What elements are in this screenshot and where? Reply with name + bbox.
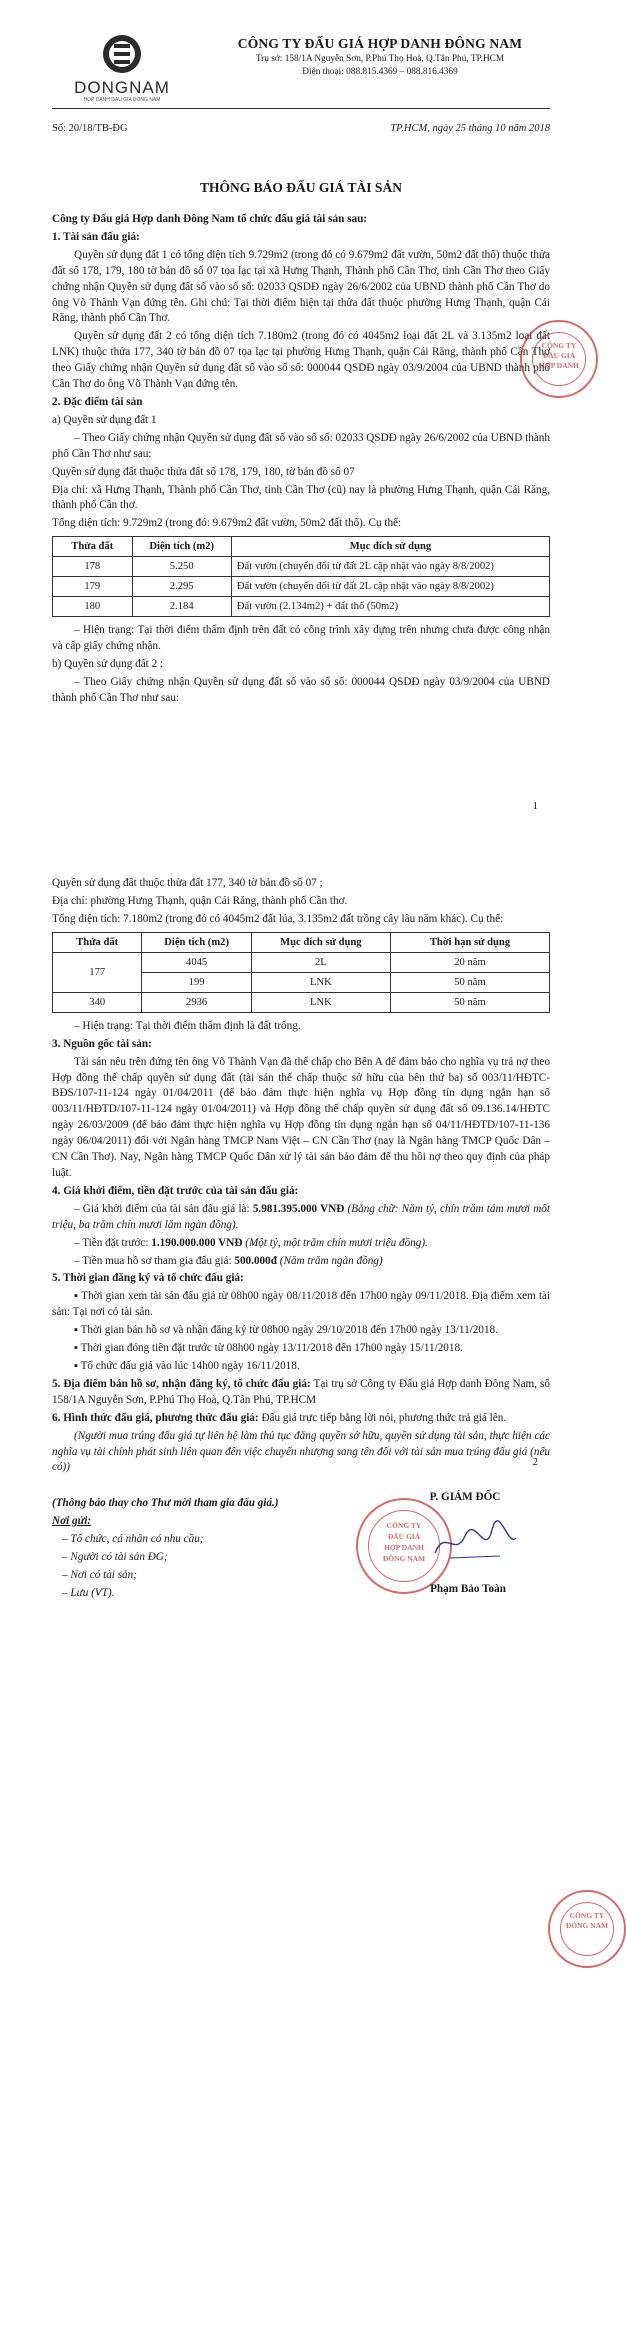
table-header-row bbox=[53, 537, 550, 557]
venue-text: Tại trụ sở Công ty Đấu giá Hợp danh Đông Nam, số 158/1A Nguyễn Sơn, P.Phú Thọ Hoà, Q.Tân Phú, TP.HCM bbox=[52, 1377, 551, 1406]
recipient-item: – Tổ chức, cá nhân có nhu cầu; bbox=[62, 1532, 204, 1545]
column-header: Diện tích (m2) bbox=[132, 537, 231, 557]
land-2-table bbox=[52, 932, 550, 1013]
column-header: Mục đích sử dụng bbox=[251, 932, 390, 952]
table-cell: 20 năm bbox=[390, 952, 549, 972]
starting-price-value: 5.981.395.000 VNĐ bbox=[252, 1202, 345, 1215]
table-cell: Đất vườn (2.134m2) + đất thổ (50m2) bbox=[231, 597, 549, 617]
closing-note: (Thông báo thay cho Thư mời tham gia đấu giá.) bbox=[52, 1497, 279, 1509]
table-row bbox=[53, 577, 550, 597]
logo-text: DONGNAM bbox=[74, 78, 170, 97]
seal-text: HỢP DANH bbox=[539, 361, 579, 370]
land-2-address: Địa chỉ: phường Hưng Thạnh, quận Cái Răng, thành phố Cần thơ. bbox=[52, 894, 348, 907]
table-header-row bbox=[53, 932, 550, 952]
table-cell: 177 bbox=[53, 952, 142, 992]
company-seal bbox=[548, 1890, 626, 1968]
section-6-heading: 5. Địa điểm bán hồ sơ, nhận đăng ký, tổ chức đấu giá: bbox=[52, 1377, 311, 1390]
fee-words: (Năm trăm ngàn đồng) bbox=[276, 1254, 383, 1267]
document-title: THÔNG BÁO ĐẤU GIÁ TÀI SẢN bbox=[200, 180, 402, 195]
section-2-heading: 2. Đặc điểm tài sản bbox=[52, 395, 143, 408]
section-7-heading: 6. Hình thức đấu giá, phương thức đấu giá: bbox=[52, 1411, 259, 1424]
column-header: Thửa đất bbox=[53, 537, 133, 557]
page-number: 2 bbox=[532, 1457, 538, 1468]
table-cell: 50 năm bbox=[390, 972, 549, 992]
seal-text: ĐÔNG NAM bbox=[565, 1921, 609, 1930]
fee-value: 500.000đ bbox=[234, 1254, 277, 1267]
company-header bbox=[210, 34, 550, 80]
seal-text: ĐẤU GIÁ bbox=[542, 351, 576, 360]
land-1-area: Tổng diện tích: 9.729m2 (trong đó: 9.679m2 đất vườn, 50m2 đất thổ). Cụ thể: bbox=[52, 517, 402, 530]
deposit-line bbox=[52, 1236, 550, 1252]
seal-text: ĐẤU GIÁ bbox=[387, 1532, 421, 1541]
deposit-value: 1.190.000.000 VNĐ bbox=[151, 1236, 243, 1249]
recipient-item: – Lưu (VT). bbox=[62, 1586, 115, 1599]
buyer-note: (Người mua trúng đấu giá tự liên hệ làm thủ tục đăng quyền sở hữu, quyền sử dụng tài sản, thực hiện các nghĩa vụ tài chính phát sinh liên quan đến việc chuyển nhượng sang tên đối với tài sản mua trúng đấu giá (nếu có)) bbox=[52, 1429, 550, 1474]
page-3 bbox=[0, 1490, 609, 2350]
table-row bbox=[53, 992, 550, 1012]
column-header: Thời hạn sử dụng bbox=[390, 932, 549, 952]
method-line bbox=[52, 1411, 550, 1427]
asset-origin-text: Tài sản nêu trên đứng tên ông Võ Thành Vạn đã thế chấp cho Bên A để đảm bảo cho nghĩa vụ trả nợ theo Hợp đồng thế chấp quyền sử dụng đất (tài sản thế chấp thuộc sở hữu của bên thứ ba) số 003/11/HĐTC-BĐS/107-11-124 ngày 01/04/2011 (để bảo đảm thực hiện nghĩa vụ Hợp đồng tín dụng ngắn hạn số 003/11/HĐTD/107-11-124 ngày 01/04/2011) và Hợp đồng thế chấp quyền sử dụng đất số 09.136.14/HĐTC ngày 26/03/2009 (để bảo đảm thực hiện nghĩa vụ Hợp đồng tín dụng ngắn hạn số 04/11/HĐTD/107-11-136 ngày 06/04/2011) đối với Ngân hàng TMCP Nam Việt – CN Cần Thơ (nay là Ngân hàng TMCP Quốc Dân – CN Cần Thơ). Nay, Ngân hàng TMCP Quốc Dân xử lý tài sản bảo đảm để thu hồi nợ theo quy định của pháp luật. bbox=[52, 1055, 550, 1179]
seal-text: HỢP DANH bbox=[384, 1543, 424, 1552]
land-1-parcels: Quyền sử dụng đất thuộc thửa đất số 178, 179, 180, tờ bản đồ số 07 bbox=[52, 465, 355, 478]
table-cell: Đất vườn (chuyển đổi từ đất 2L cập nhật vào ngày 8/8/2002) bbox=[231, 577, 549, 597]
deposit-words: (Một tỷ, một trăm chín mươi triệu đồng). bbox=[242, 1236, 428, 1249]
signer-title: P. GIÁM ĐỐC bbox=[429, 1491, 501, 1503]
column-header: Diện tích (m2) bbox=[142, 932, 251, 952]
page-number: 1 bbox=[532, 801, 538, 812]
land-2-certificate: – Theo Giấy chứng nhận Quyền sử dụng đất số vào sổ số: 000044 QSDĐ ngày 03/9/2004 của UBND thành phố Cần Thơ như sau: bbox=[52, 676, 550, 704]
deposit-label: – Tiền đặt trước: bbox=[74, 1236, 152, 1249]
column-header: Mục đích sử dụng bbox=[231, 537, 549, 557]
table-cell: 2.295 bbox=[132, 577, 231, 597]
schedule-item: ▪ Thời gian bán hồ sơ và nhận đăng ký từ 08h00 ngày 29/10/2018 đến 17h00 ngày 13/11/2018. bbox=[74, 1324, 498, 1337]
seal-text: CÔNG TY bbox=[569, 1911, 605, 1920]
page-1 bbox=[0, 0, 600, 840]
company-address: Trụ sở: 158/1A Nguyễn Sơn, P.Phú Thọ Hoà, Q.Tân Phú, TP.HCM bbox=[255, 54, 505, 65]
table-cell: Đất vườn (chuyển đổi từ đất 2L cập nhật vào ngày 8/8/2002) bbox=[231, 557, 549, 577]
recipient-item: – Người có tài sản ĐG; bbox=[62, 1550, 168, 1563]
company-logo bbox=[52, 30, 192, 110]
venue-line bbox=[52, 1377, 550, 1409]
land-1-address: Địa chỉ: xã Hưng Thạnh, Thành phố Cần Thơ, tỉnh Cần Thơ (cũ) nay là phường Hưng Thạnh, quận Cái Răng, thành phố Cần thơ. bbox=[52, 483, 550, 512]
table-row bbox=[53, 557, 550, 577]
schedule-item: ▪ Thời gian đóng tiền đặt trước từ 08h00 ngày 13/11/2018 đến 17h00 ngày 15/11/2018. bbox=[74, 1342, 463, 1355]
seal-text: CÔNG TY bbox=[541, 341, 577, 350]
starting-price-label: – Giá khởi điểm của tài sản đấu giá là: bbox=[74, 1202, 253, 1215]
table-cell: 2936 bbox=[142, 992, 251, 1012]
land-1-table bbox=[52, 536, 550, 617]
land-1-description: Quyền sử dụng đất 1 có tổng diện tích 9.729m2 (trong đó có 9.679m2 đất vườn, 50m2 đất thổ) thuộc thửa đất số 178, 179, 180 tờ bản đồ số 07 tọa lạc tại xã Hưng Thạnh, Thành phố Cần Thơ, tỉnh Cần Thơ theo Giấy chứng nhận Quyền sử dụng đất số vào sổ số: 02033 QSDĐ ngày 26/6/2002 của UBND thành phố Cần Thơ do ông Võ Thành Vạn đứng tên. Ghi chú: Tại thời điểm hiện tại thửa đất thuộc phường Hưng Thạnh, quận Cái Răng, thành phố Cần Thơ. bbox=[52, 248, 550, 325]
table-cell: 4045 bbox=[142, 952, 251, 972]
column-header: Thửa đất bbox=[53, 932, 142, 952]
land-2-parcels: Quyền sử dụng đất thuộc thửa đất 177, 340 tờ bản đồ số 07 ; bbox=[52, 877, 323, 889]
document-date: TP.HCM, ngày 25 tháng 10 năm 2018 bbox=[390, 123, 550, 134]
schedule-item: ▪ Tổ chức đấu giá vào lúc 14h00 ngày 16/11/2018. bbox=[74, 1359, 300, 1372]
land-2-area: Tổng diện tích: 7.180m2 (trong đó có 4045m2 đất lúa, 3.135m2 đất trồng cây lâu năm khác). Cụ thể: bbox=[52, 912, 504, 925]
page-separator bbox=[0, 843, 600, 857]
starting-price-words: (Bằng chữ: Năm tỷ, chín trăm tám mươi mốt triệu, ba trăm chín mươi lăm ngàn đồng). bbox=[52, 1202, 551, 1231]
page2-body bbox=[52, 876, 550, 1478]
handwritten-signature-icon bbox=[430, 1518, 520, 1568]
section-1-heading: 1. Tài sản đấu giá: bbox=[52, 230, 140, 243]
table-row bbox=[53, 597, 550, 617]
logo-subtext: HOP DANH DAU GIA DONG NAM bbox=[83, 97, 161, 103]
table-cell: 178 bbox=[53, 557, 133, 577]
recipients-label: Nơi gửi: bbox=[52, 1514, 92, 1527]
land-1-status: – Hiện trạng: Tại thời điểm thẩm định trên đất có công trình xây dựng trên nhưng chưa được công nhận và cấp giấy chứng nhận. bbox=[52, 624, 550, 653]
recipient-item: – Nơi có tài sản; bbox=[62, 1568, 137, 1581]
section-2b-heading: b) Quyền sử dụng đất 2 : bbox=[52, 658, 164, 671]
table-cell: 199 bbox=[142, 972, 251, 992]
header-divider bbox=[52, 108, 550, 109]
table-cell: 2L bbox=[251, 952, 390, 972]
table-cell: 180 bbox=[53, 597, 133, 617]
table-cell: 2.184 bbox=[132, 597, 231, 617]
section-2a-heading: a) Quyền sử dụng đất 1 bbox=[52, 413, 157, 426]
fee-line bbox=[52, 1254, 550, 1270]
method-text: Đấu giá trực tiếp bằng lời nói, phương thức trả giá lên. bbox=[258, 1411, 507, 1424]
table-cell: 5.250 bbox=[132, 557, 231, 577]
company-name: CÔNG TY ĐẤU GIÁ HỢP DANH ĐÔNG NAM bbox=[237, 36, 523, 51]
table-cell: 179 bbox=[53, 577, 133, 597]
company-seal bbox=[520, 320, 598, 398]
signer-name: Phạm Bảo Toàn bbox=[430, 1583, 506, 1595]
table-cell: LNK bbox=[251, 972, 390, 992]
table-cell: 50 năm bbox=[390, 992, 549, 1012]
fee-label: – Tiền mua hồ sơ tham gia đấu giá: bbox=[74, 1254, 235, 1267]
section-5-heading: 5. Thời gian đăng ký và tổ chức đấu giá: bbox=[52, 1272, 244, 1285]
seal-text: CÔNG TY bbox=[386, 1521, 422, 1530]
table-row bbox=[53, 952, 550, 972]
land-2-description: Quyền sử dụng đất 2 có tổng diện tích 7.180m2 (trong đó có 4045m2 loại đất 2L và 3.135m2 loại đất LNK) thuộc thửa 177, 340 tờ bản đồ 07 tọa lạc tại phường Hưng Thạnh, quận Cái Răng, thành phố Cần Thơ theo Giấy chứng nhận Quyền sử dụng đất số vào sổ số: 000044 QSDĐ ngày 03/9/2004 của UBND thành phố Cần Thơ do ông Võ Thành Vạn đứng tên. bbox=[52, 330, 550, 391]
page-2 bbox=[0, 860, 600, 1480]
schedule-item: ▪ Thời gian xem tài sản đấu giá từ 08h00 ngày 08/11/2018 đến 17h00 ngày 09/11/2018. Địa điểm xem tài sản: Tại nơi có tài sản. bbox=[52, 1290, 550, 1319]
land-1-certificate: – Theo Giấy chứng nhận Quyền sử dụng đất số vào sổ số: 02033 QSDĐ ngày 26/6/2002 của UBND thành phố Cần Thơ như sau: bbox=[52, 431, 550, 460]
table-cell: 340 bbox=[53, 992, 142, 1012]
land-2-status: – Hiện trạng: Tại thời điểm thẩm định là đất trống. bbox=[74, 1019, 301, 1032]
section-4-heading: 4. Giá khởi điểm, tiền đặt trước của tài sản đấu giá: bbox=[52, 1184, 299, 1197]
page1-body bbox=[52, 212, 550, 709]
table-cell: LNK bbox=[251, 992, 390, 1012]
seal-text: ĐÔNG NAM bbox=[382, 1554, 426, 1563]
company-phone: Điện thoại: 088.815.4369 – 088.816.4369 bbox=[302, 67, 458, 78]
document-number: Số: 20/18/TB-ĐG bbox=[52, 123, 128, 134]
intro-line: Công ty Đấu giá Hợp danh Đông Nam tổ chức đấu giá tài sản sau: bbox=[52, 213, 368, 225]
section-3-heading: 3. Nguồn gốc tài sản: bbox=[52, 1037, 152, 1050]
starting-price-line bbox=[52, 1202, 550, 1234]
